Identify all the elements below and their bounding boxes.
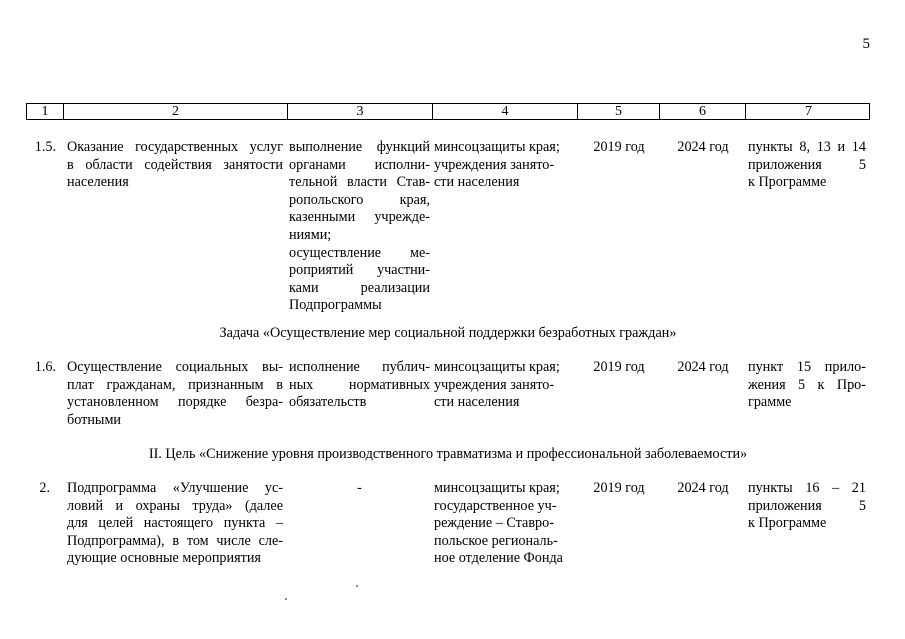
program-reference: пункты 8, 13 и 14 приложения 5 к Программе bbox=[748, 139, 866, 191]
measure-name: Оказание государственных услуг в области содействия занятости населения bbox=[67, 139, 283, 191]
measure-type: исполнение публич- ных нормативных обязательств bbox=[289, 359, 430, 411]
header-cell-5: 5 bbox=[577, 104, 659, 119]
page-number: 5 bbox=[862, 36, 870, 52]
row-number: 2. bbox=[39, 480, 50, 496]
end-year: 2024 год bbox=[677, 359, 729, 375]
scan-speck bbox=[356, 585, 358, 587]
start-year: 2019 год bbox=[593, 139, 645, 155]
start-year: 2019 год bbox=[593, 480, 645, 496]
measure-type: выполнение функций органами исполни- тельной власти Став- ропольского края, казенными учрежде- ниями; осуществление ме- роприятий участни- ками реализации Подпрограммы bbox=[289, 139, 430, 314]
responsible-executor: минсоцзащиты края; учреждения занято- сти населения bbox=[434, 359, 560, 411]
program-reference: пункты 16 – 21 приложения 5 к Программе bbox=[748, 480, 866, 532]
row-number: 1.6. bbox=[34, 359, 56, 375]
header-cell-2: 2 bbox=[63, 104, 287, 119]
start-year: 2019 год bbox=[593, 359, 645, 375]
task-heading: Задача «Осуществление мер социальной поддержки безработных граждан» bbox=[219, 325, 677, 341]
responsible-executor: минсоцзащиты края; учреждения занято- сти населения bbox=[434, 139, 560, 191]
goal-heading: II. Цель «Снижение уровня производственного травматизма и профессиональной заболеваемости» bbox=[148, 446, 748, 462]
measure-name: Осуществление социальных вы- плат гражданам, признанным в установленном порядке безра- ботными bbox=[67, 359, 283, 428]
table-header-row bbox=[26, 103, 870, 120]
header-cell-4: 4 bbox=[432, 104, 577, 119]
scan-speck bbox=[285, 598, 287, 600]
header-cell-7: 7 bbox=[745, 104, 871, 119]
end-year: 2024 год bbox=[677, 139, 729, 155]
row-number: 1.5. bbox=[34, 139, 56, 155]
header-cell-6: 6 bbox=[659, 104, 745, 119]
header-cell-3: 3 bbox=[287, 104, 432, 119]
end-year: 2024 год bbox=[677, 480, 729, 496]
header-cell-1: 1 bbox=[41, 104, 49, 119]
measure-name: Подпрограмма «Улучшение ус- ловий и охраны труда» (далее для целей настоящего пункта – Подпрограмма), в том числе сле- дующие основные мероприятия bbox=[67, 480, 283, 567]
responsible-executor: минсоцзащиты края; государственное уч- реждение – Ставро- польское региональ- ное отделение Фонда bbox=[434, 480, 563, 567]
program-reference: пункт 15 прило- жения 5 к Про- грамме bbox=[748, 359, 866, 411]
measure-type: - bbox=[357, 480, 362, 496]
